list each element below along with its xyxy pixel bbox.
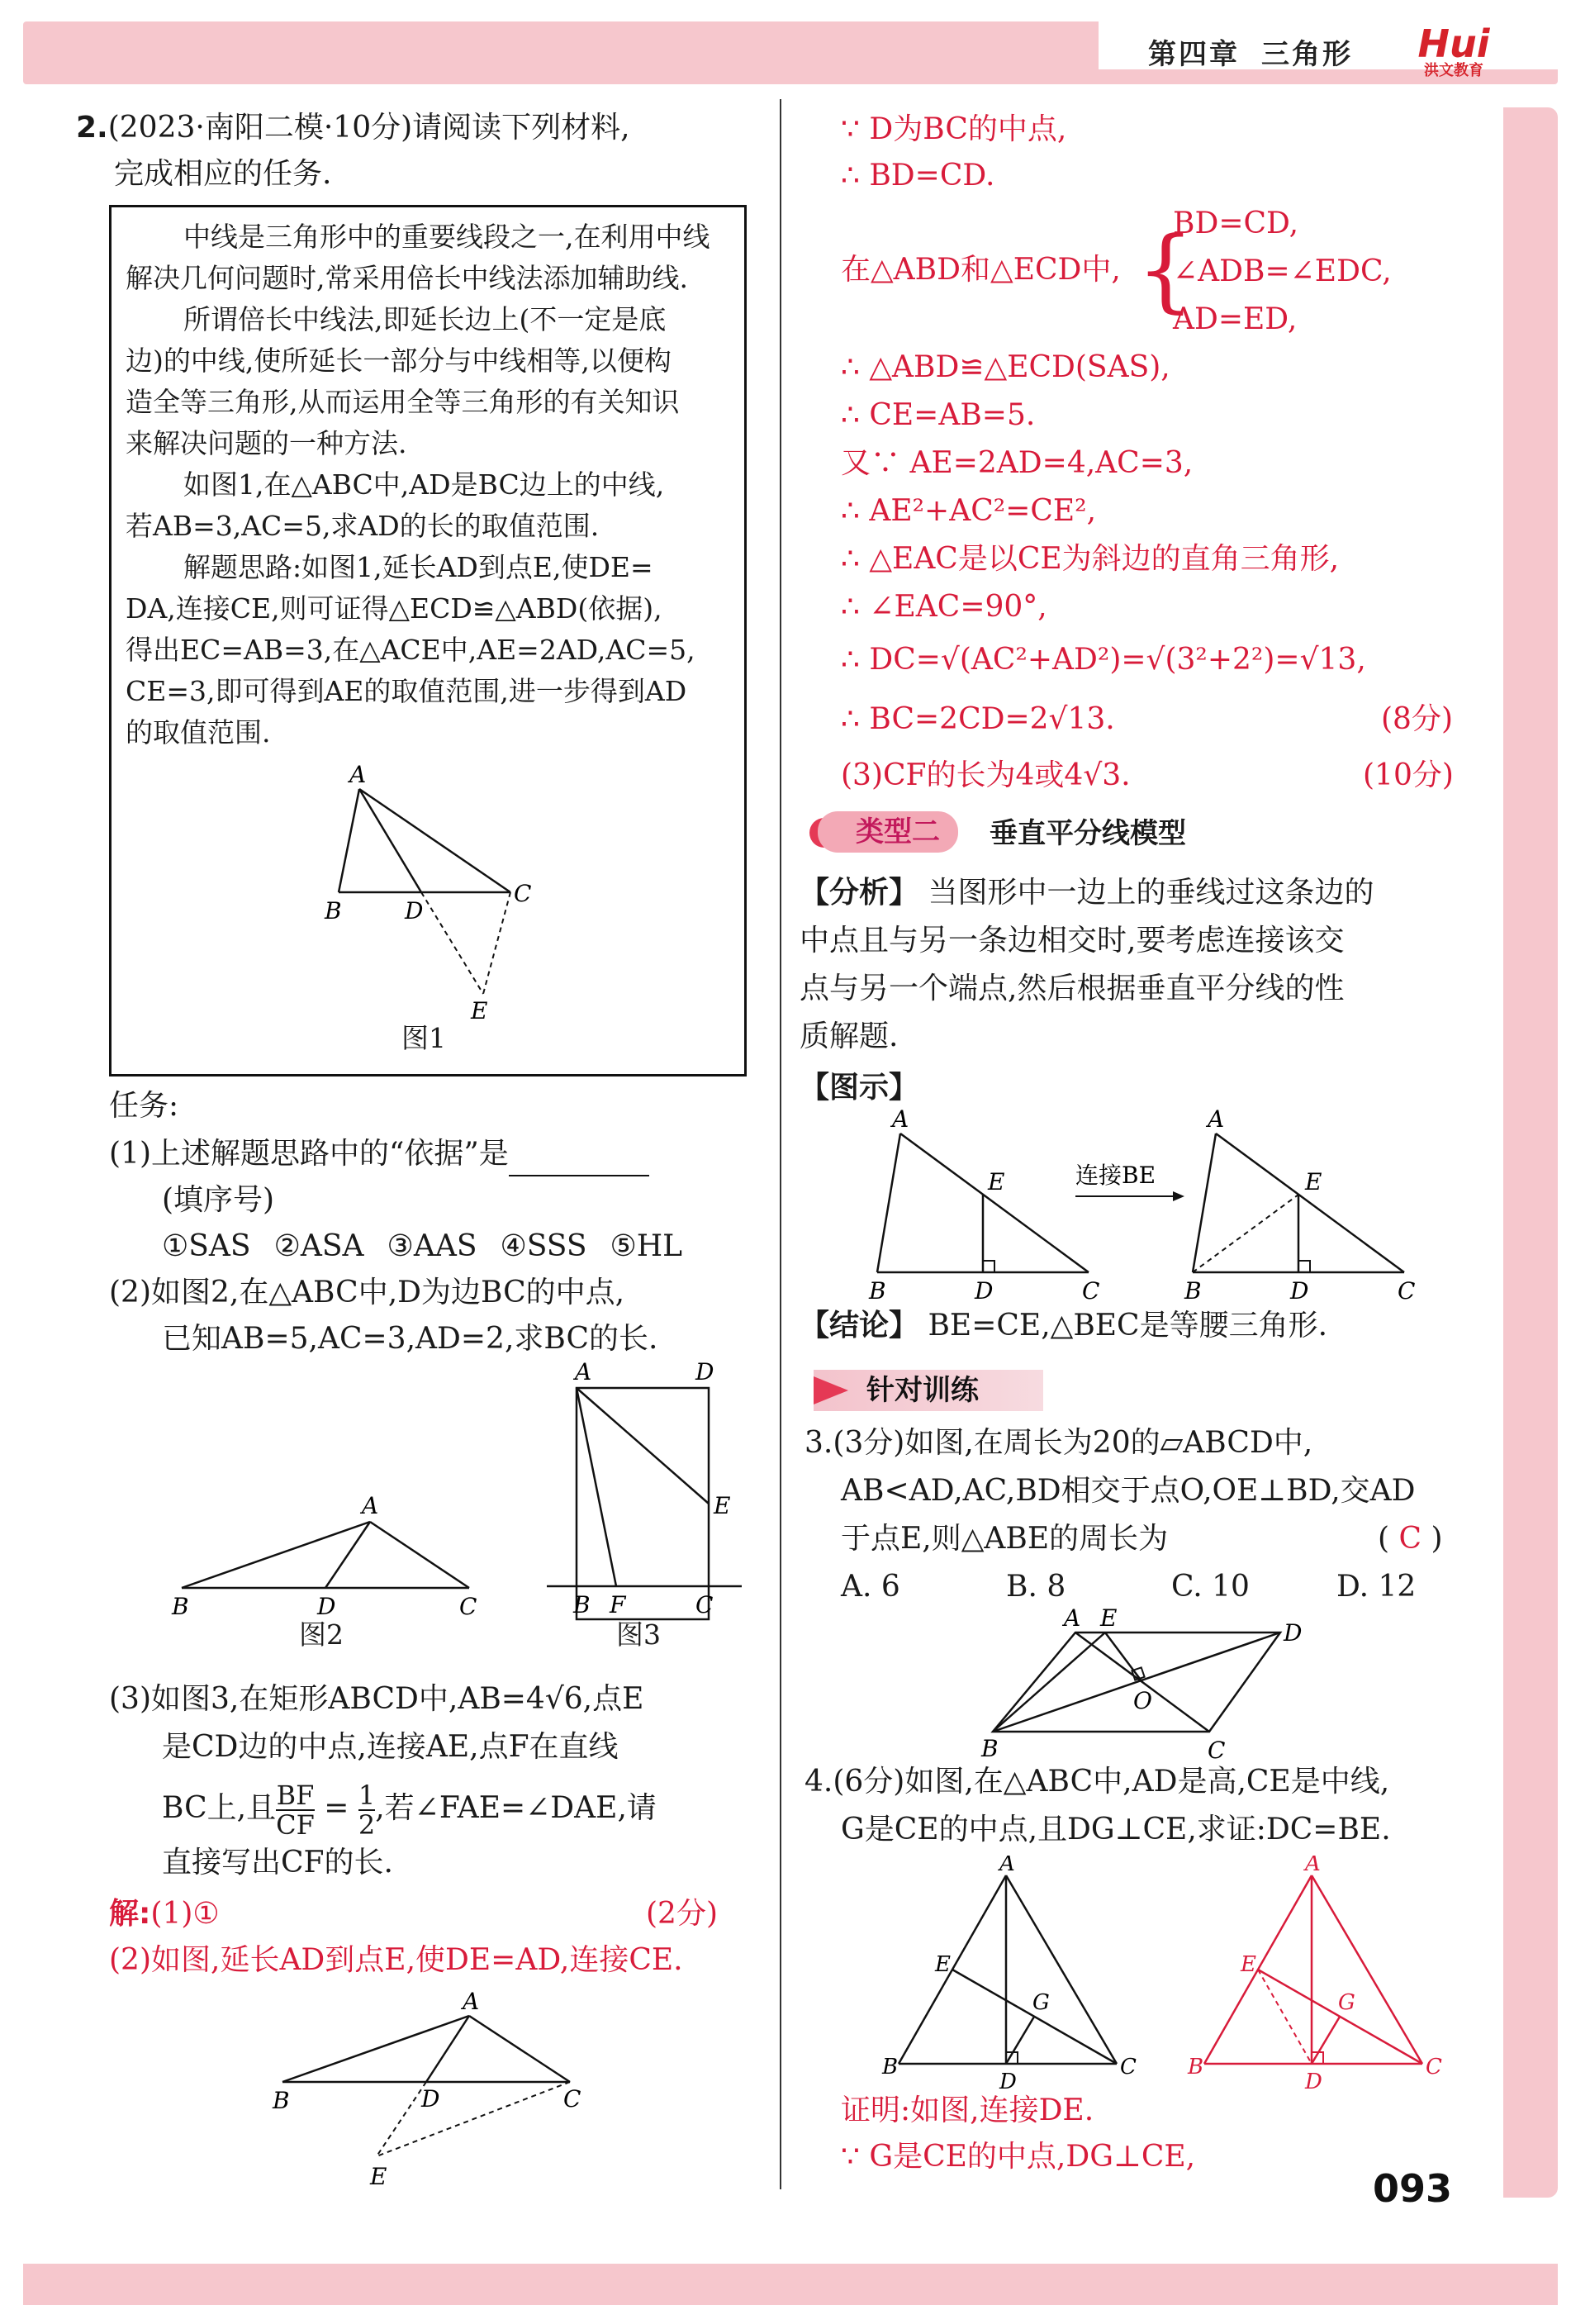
side-band [1503,107,1558,2198]
analysis-label: 【分析】 [800,876,919,910]
material-line: 的取值范围. [126,716,271,749]
para-label-a: A [1064,1608,1081,1632]
para-label-e: E [1100,1608,1118,1632]
q2-source: (2023·南阳二模·10分)请阅读下列材料, [107,111,630,145]
logo-brand: 洪文教育 [1424,62,1483,79]
fig1-label-e: E [471,997,488,1024]
task1-blank[interactable] [509,1143,649,1176]
q3-line2: AB<AD,AC,BD相交于点O,OE⊥BD,交AD [841,1474,1416,1508]
diagram-label-a: A [892,1107,909,1133]
diagram2-label-c: C [1398,1277,1416,1305]
task3-line4: 直接写出CF的长. [162,1846,393,1880]
sol-fig-label-e: E [370,2163,387,2189]
task2-line1: (2)如图2,在△ABC中,D为边BC的中点, [109,1276,625,1309]
analysis-text: 质解题. [800,1019,899,1053]
para-label-o: O [1133,1687,1152,1714]
brace-icon: { [1137,216,1194,322]
q4-solution-figure [1181,1856,1454,2095]
q4s-label-d: D [1305,2070,1322,2094]
material-line: 解决几何问题时,常采用倍长中线法添加辅助线. [126,262,688,294]
para-label-d: D [1284,1619,1303,1647]
material-line: 边)的中线,使所延长一部分与中线相等,以便构 [126,345,672,377]
q4-proof-2: ∵ G是CE的中点,DG⊥CE, [841,2140,1196,2174]
analysis-text: 中点且与另一条边相交时,要考虑连接该交 [800,924,1345,958]
solution-1 [109,1892,220,1937]
task1-note: (填序号) [162,1183,275,1217]
score-8: (8分) [1381,702,1453,736]
fig1-label-a: A [349,761,367,788]
fraction-numerator: BF [276,1780,315,1811]
q3-line3: 于点E,则△ABE的周长为 [841,1522,1169,1556]
option-aas: ③AAS [387,1229,477,1263]
diagram2-label-a: A [1208,1107,1225,1133]
solution-figure [264,1983,595,2189]
figure-3 [539,1355,745,1628]
fig2-label-a: A [362,1492,379,1519]
chapter-title: 三角形 [1261,38,1353,71]
q2-header [76,106,630,150]
diagram-label-e: E [988,1168,1005,1195]
brace-line: AD=ED, [1173,302,1298,336]
proof-line: ∴ DC=√(AC²+AD²)=√(3²+2²)=√13, [841,643,1366,677]
q3-option-c: C. 10 [1171,1570,1250,1604]
training-arrow-icon [814,1376,848,1404]
task-title: 任务: [109,1089,179,1123]
q3-answer-bracket: ( C ) [1378,1522,1443,1556]
q3-option-d: D. 12 [1336,1570,1417,1604]
brace-line: ∠ADB=∠EDC, [1173,254,1392,288]
half-fraction [358,1781,375,1839]
q4-line2: G是CE的中点,且DG⊥CE,求证:DC=BE. [841,1813,1391,1846]
diagram2-label-b: B [1184,1277,1202,1305]
arrow-icon [1173,1191,1184,1201]
q4s-label-e: E [1241,1952,1256,1977]
sol-fig-label-b: B [273,2087,290,2114]
task3-line3: BC上,且 $\frac{BF}{CF}$ = $\frac{1}{2}$ ,若∠FAE=∠DAE,请 [162,1780,657,1841]
score-10: (10分) [1363,758,1454,792]
figure-1 [322,756,545,1029]
fig1-caption: 图1 [401,1022,446,1054]
solution-3: (3)CF的长为4或4√3. [841,758,1131,792]
material-line: 造全等三角形,从而运用全等三角形的有关知识 [126,386,680,418]
brace-intro: 在△ABD和△ECD中, [841,253,1121,287]
brace-line: BD=CD, [1173,207,1299,240]
option-hl: ⑤HL [610,1229,683,1263]
q4s-label-c: C [1426,2055,1442,2079]
column-divider [780,99,781,2189]
fig2-label-b: B [172,1593,189,1619]
proof-line: ∴ △EAC是以CE为斜边的直角三角形, [841,542,1340,576]
q3-option-a: A. 6 [841,1570,900,1604]
material-line: 如图1,在△ABC中,AD是BC边上的中线, [183,468,665,501]
task3-text-a: BC上,且 [162,1791,277,1825]
diagram2-label-e: E [1305,1168,1322,1195]
task1-line [109,1132,649,1176]
material-line: CE=3,即可得到AE的取值范围,进一步得到AD [126,675,687,707]
q4-label-g: G [1032,1990,1050,2015]
q4-figure [876,1856,1148,2095]
type2-title: 垂直平分线模型 [990,817,1186,850]
fraction-denominator: 2 [358,1809,376,1841]
bisector-diagram [859,1107,1421,1309]
material-line: DA,连接CE,则可证得△ECD≌△ABD(依据), [126,592,662,625]
fig3-label-b: B [573,1591,591,1618]
diagram-label-b: B [869,1277,886,1305]
connect-be-label: 连接BE [1075,1162,1156,1189]
chapter-number: 第四章 [1148,38,1240,71]
sol-fig-label-c: C [563,2085,581,2113]
para-label-c: C [1208,1737,1226,1764]
diagram-label-c: C [1082,1277,1100,1305]
q4s-label-g: G [1338,1990,1355,2015]
page-number: 093 [1373,2166,1453,2211]
fig1-label-d: D [405,897,424,924]
proof-line: ∴ ∠EAC=90°, [841,590,1047,624]
analysis-text: 点与另一个端点,然后根据垂直平分线的性 [800,972,1345,1005]
solution-1-text: (1)① [150,1897,220,1931]
task3-line1: (3)如图3,在矩形ABCD中,AB=4√6,点E [109,1682,644,1716]
proof-line: ∴ BD=CD. [841,159,995,192]
fig1-label-b: B [325,897,342,924]
proof-line: ∴ CE=AB=5. [841,398,1036,432]
sol-fig-label-d: D [421,2085,440,2113]
solution-label: 解: [109,1897,151,1931]
option-asa: ②ASA [273,1229,364,1263]
conclusion-label: 【结论】 [800,1309,919,1343]
fraction-denominator: CF [276,1809,315,1841]
fig2-caption: 图2 [299,1618,344,1651]
fig2-label-c: C [459,1593,477,1619]
q4-label-b: B [882,2055,899,2079]
fig3-label-f: F [610,1591,626,1618]
diagram-label-d: D [975,1277,994,1305]
type2-badge: 类型二 [818,811,958,853]
task1-options [162,1224,682,1269]
material-line: 解题思路:如图1,延长AD到点E,使DE= [183,551,653,583]
training-banner: 针对训练 [814,1370,1043,1411]
fraction-numerator: 1 [358,1780,376,1811]
parallelogram-figure [968,1608,1315,1765]
figure-2 [165,1487,496,1619]
q2-number: 2. [76,111,108,145]
material-line: 中线是三角形中的重要线段之一,在利用中线 [183,221,710,253]
proof-line: ∴ △ABD≌△ECD(SAS), [841,350,1170,384]
material-line: 若AB=3,AC=5,求AD的长的取值范围. [126,510,600,542]
conclusion-text: BE=CE,△BEC是等腰三角形. [928,1309,1328,1343]
proof-line: ∵ D为BC的中点, [841,112,1067,146]
q4-label-a: A [999,1856,1015,1876]
fig3-caption: 图3 [616,1618,661,1651]
q3-option-b: B. 8 [1006,1570,1066,1604]
solution-1-score: (2分) [646,1897,718,1931]
task3-text-b: ,若∠FAE=∠DAE,请 [375,1791,657,1825]
q3-answer: C [1398,1522,1422,1556]
sol-fig-label-a: A [463,1988,480,2015]
fig3-label-e: E [714,1492,731,1519]
fig2-label-d: D [317,1593,336,1619]
q4-label-d: D [999,2070,1017,2094]
solution-2: (2)如图,延长AD到点E,使DE=AD,连接CE. [109,1943,683,1977]
task2-line2: 已知AB=5,AC=3,AD=2,求BC的长. [162,1322,658,1356]
task3-line2: 是CD边的中点,连接AE,点F在直线 [162,1730,619,1764]
analysis-text: 当图形中一边上的垂线过这条边的 [928,876,1374,910]
para-label-b: B [981,1735,999,1762]
footer-band [23,2264,1558,2305]
fig1-label-c: C [514,880,532,907]
q3-options [841,1565,1416,1609]
q4-label-c: C [1120,2055,1137,2079]
fig3-label-d: D [695,1358,714,1385]
q4s-label-b: B [1188,2055,1204,2079]
q4-line1: 4.(6分)如图,在△ABC中,AD是高,CE是中线, [804,1765,1390,1799]
proof-line: 又∵ AE=2AD=4,AC=3, [841,446,1194,480]
q2-source2: 完成相应的任务. [114,157,332,191]
chapter-header [1148,31,1374,72]
fig3-label-a: A [575,1358,592,1385]
material-line: 所谓倍长中线法,即延长边上(不一定是底 [183,303,667,335]
conclusion-line [800,1304,1327,1348]
logo-mark: Hui [1417,21,1490,66]
diagram2-label-d: D [1290,1277,1309,1305]
material-line: 来解决问题的一种方法. [126,427,407,459]
ratio-fraction [276,1781,315,1839]
proof-line: ∴ BC=2CD=2√13. [841,702,1115,736]
q4-proof-1: 证明:如图,连接DE. [841,2094,1094,2127]
task1-text: (1)上述解题思路中的“依据”是 [109,1137,509,1171]
fig3-label-c: C [695,1591,714,1618]
brand-logo [1404,21,1503,83]
q4s-label-a: A [1305,1856,1321,1876]
option-sss: ④SSS [500,1229,587,1263]
diagram-label: 【图示】 [800,1071,919,1105]
q4-label-e: E [935,1952,951,1977]
material-line: 得出EC=AB=3,在△ACE中,AE=2AD,AC=5, [126,634,695,666]
proof-line: ∴ AE²+AC²=CE², [841,494,1097,528]
option-sas: ①SAS [162,1229,251,1263]
analysis-line [800,871,1374,915]
q3-line1: 3.(3分)如图,在周长为20的▱ABCD中, [804,1426,1313,1460]
